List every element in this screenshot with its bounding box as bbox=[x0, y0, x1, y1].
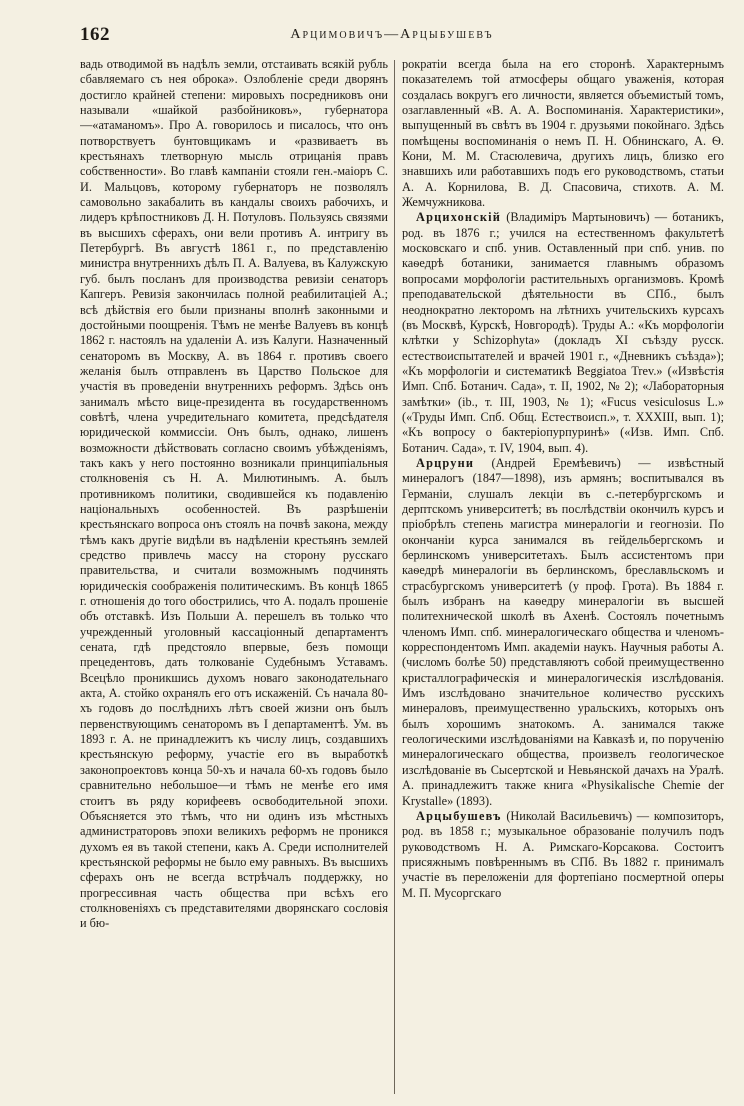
entry-artsikhonsky bbox=[402, 210, 724, 456]
page-header bbox=[80, 24, 704, 50]
left-column bbox=[80, 57, 388, 1097]
entry-artsruni bbox=[402, 456, 724, 809]
continuation-paragraph: рократіи всегда была на его сторонѣ. Характернымъ показателемъ той атмосферы общаго уваженія, которая создалась вокругъ его личности, является объемистый томъ, озаглавленный «В. А. А. Воспоминанія. Характеристики», выпущенный въ свѣтъ въ 1904 г. друзьями покойнаго. Здѣсь помѣщены воспоминанія о немъ П. Н. Обнинскаго, А. Ѳ. Кони, М. М. Стасюлевича, другихъ лицъ, близко его знавшихъ или работавшихъ подъ его руководствомъ, статьи А. А. Корнилова, В. Д. Спасовича, стихотв. А. М. Жемчужникова. bbox=[402, 57, 724, 210]
column-divider bbox=[394, 60, 395, 1094]
headword-artsybushev: Арцыбушевъ bbox=[416, 808, 502, 823]
page-number: 162 bbox=[80, 24, 110, 45]
headword-artsikhonsky: Арцихонскій bbox=[416, 210, 502, 225]
entry-text-artsybushev: (Николай Васильевичъ) — композиторъ, род. въ 1858 г.; музыкальное образованіе получилъ подъ руководствомъ Н. А. Римскаго-Корсакова. Состоитъ присяжнымъ повѣреннымъ въ СПб. Въ 1882 г. принималъ участіе въ переложеніи для фортепіано посмертной оперы М. П. Мусоргскаго bbox=[402, 808, 724, 900]
left-column-paragraph: вадь отводимой въ надѣлъ земли, отстаивать всякій рубль сбавляемаго съ нея оброка». Озлобленіе среди дворянъ достигло крайней степени: мировыхъ посредниковъ они называли «шайкой разбойниковъ», губернатора—«атаманомъ». Про А. говорилось и писалось, что онъ потворствуетъ бунтовщикамъ и «развиваетъ въ крестьянахъ тлетворную мысль отрицанія правъ собственности». Во главѣ кампаніи стояли ген.-маіоръ С. И. Мальцовъ, которому губернаторъ не позволялъ самовольно закабалить въ кандалы своихъ рабочихъ, и лидеръ крѣпостниковъ Д. Н. Потуловъ. Пользуясь связями въ высшихъ сферахъ, они вели противъ А. интригу въ Петербургѣ. Въ августѣ 1861 г., по представленію министра внутреннихъ дѣлъ П. А. Валуева, въ Калужскую губ. былъ посланъ для производства ревизіи сенаторъ Капгеръ. Ревизія закончилась полной реабилитаціей А.; всѣ дѣйствія его были признаны вполнѣ законными и достойными поощренія. Тѣмъ не менѣе Валуевъ въ концѣ 1862 г. настоялъ на удаленіи А. изъ Калуги. Назначенный сенаторомъ въ Москву, А. въ 1864 г. противъ своего желанія былъ отправленъ въ Царство Польское для участія въ проведеніи внутреннихъ реформъ. Здѣсь онъ занималъ мѣсто вице-президента въ государственномъ совѣтѣ, члена учредительнаго комитета, предсѣдателя юридической коммиссіи. Онъ былъ, однако, лишенъ возможности дѣйствовать согласно своимъ убѣжденіямъ, такъ какъ у него постоянно возникали принципіальныя столкновенія съ Н. А. Милютинымъ. А. былъ противникомъ политики, сводившейся къ подавленію національныхъ особенностей. Въ разрѣшеніи крестьянскаго вопроса онъ стоялъ на почвѣ закона, между тѣмъ какъ другіе видѣли въ надѣленіи крестьянъ землей средство привлечь массу на сторону русскаго правительства, и считали возможнымъ подчинять юридическія соображенія политическимъ. Въ концѣ 1865 г. отношенія до того обострились, что А. подалъ прошеніе объ отставкѣ. Изъ Польши А. перешелъ въ только что учрежденный уголовный кассаціонный департаментъ сената, гдѣ предстояло впервые, безъ помощи прецедентовъ, дать толкованіе Судебнымъ Уставамъ. Всецѣло проникшись духомъ новаго законодательнаго акта, А. стойко охранялъ его отъ искаженій. Съ начала 80-хъ годовъ до послѣднихъ лѣтъ своей жизни онъ былъ первенствующимъ сенаторомъ въ I департаментѣ. Ум. въ 1893 г. А. не принадлежитъ къ числу лицъ, создавшихъ крестьянскую реформу, участіе его въ выработкѣ законопроектовъ конца 50-хъ и начала 60-хъ годовъ было сравнительно небольшое—и тѣмъ не менѣе его имя стоитъ въ ряду корифеевъ освободительной эпохи. Объясняется это тѣмъ, что ни одинъ изъ мѣстныхъ администраторовъ эпохи великихъ реформъ не проникся духомъ ея въ такой степени, какъ А. Среди исполнителей крестьянской реформы не было ему равныхъ. Въ высшихъ сферахъ онъ не всегда встрѣчалъ поддержку, но прогрессивная часть общества при всѣхъ его столкновеніяхъ съ представителями дворянскаго сословія и бю- bbox=[80, 57, 388, 931]
running-head: Арцимовичъ—Арцыбушевъ bbox=[290, 27, 494, 42]
headword-artsruni: Арцруни bbox=[416, 455, 475, 470]
entry-text-artsikhonsky: (Владиміръ Мартыновичъ) — ботаникъ, род. въ 1876 г.; учился на естественномъ факультетѣ московскаго и спб. унив. Оставленный при спб. унив. по каѳедрѣ ботаники, занимается главнымъ образомъ вопросами морфологіи растительныхъ организмовъ. Кромѣ преподавательской дѣятельности въ СПб., былъ неоднократно лекторомъ на лѣтнихъ учительскихъ курсахъ (въ Москвѣ, Курскѣ, Новгородѣ). Труды А.: «Къ морфологіи клѣтки у Schizophyta» (докладъ XI съѣзду русск. естествоиспытателей и врачей 1901 г., «Дневникъ съѣзда»); «Къ морфологіи и систематикѣ Beggiatoa Trev.» («Извѣстія Имп. Спб. Ботанич. Сада», т. II, 1902, № 2); «Лабораторныя замѣтки» (ib., т. III, 1903, № 1); «Fucus vesiculosus L.» («Труды Имп. Спб. Общ. Естествоисп.», т. XXXIII, вып. 1); «Къ вопросу о бактеріопурпуринѣ» («Изв. Имп. Спб. Ботанич. Сада», т. IV, 1904, вып. 4). bbox=[402, 210, 724, 455]
entry-text-artsruni: (Андрей Еремѣевичъ) — извѣстный минералогъ (1847—1898), изъ армянъ; воспитывался въ Германіи, слушалъ лекціи въ с.-петербургскомъ и дерптскомъ университетѣ; въ послѣдствіи окончилъ курсъ и пріобрѣлъ степень магистра минералогіи и геогнозіи. По окончаніи курса занимался въ гейдельбергскомъ и берлинскомъ университетахъ. Былъ ассистентомъ при каѳедрѣ минералогіи въ берлинскомъ, бреславльскомъ и страсбургскомъ университетѣ (у проф. Грота). Въ 1884 г. былъ избранъ на каѳедру минералогіи въ высшей политехнической школѣ въ Ахенѣ. Состоялъ почетнымъ членомъ Имп. спб. минералогическаго общества и членомъ-корреспондентомъ Имп. академіи наукъ. Научныя работы А. (числомъ болѣе 50) представляютъ собой преимущественно кристаллографическія и минералогическія изслѣдованія. Имъ изслѣдовано значительное количество русскихъ минераловъ, преимущественно уральскихъ, которыхъ онъ былъ хорошимъ знатокомъ. А. занимался также геологическими изслѣдованіями на Кавказѣ и, по порученію минералогическаго общества, произвелъ геологическое изслѣдованіе въ Сысертской и Невьянской дачахъ на Уралѣ. А. принадлежитъ также книга «Physikalische Chemie der Krystalle» (1893). bbox=[402, 455, 724, 808]
entry-artsybushev bbox=[402, 809, 724, 901]
right-column bbox=[402, 57, 724, 1097]
